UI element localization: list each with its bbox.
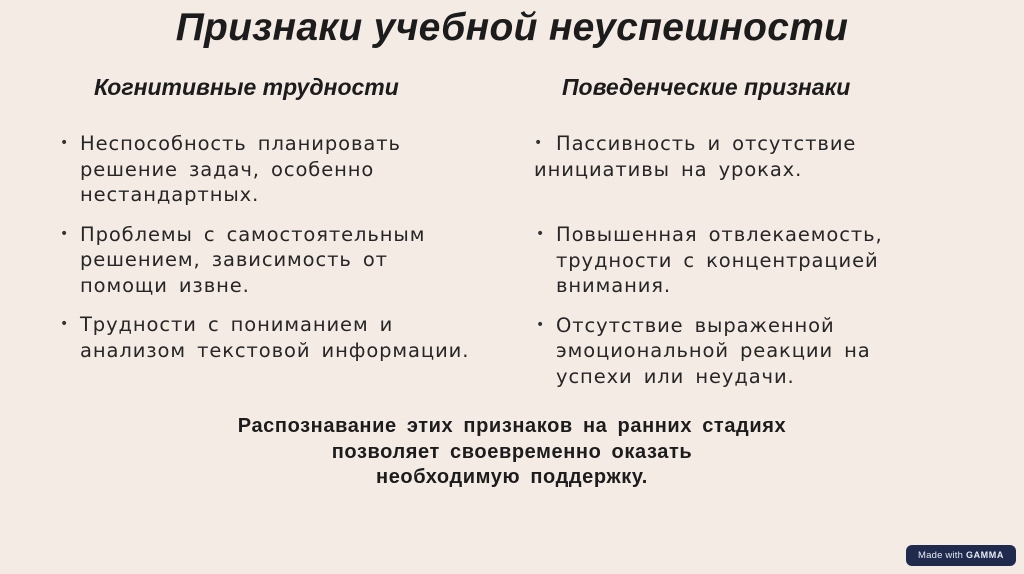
conclusion-line: необходимую поддержку.	[376, 466, 648, 488]
conclusion-line: Распознавание этих признаков на ранних стадиях	[237, 415, 787, 437]
conclusion-text	[140, 414, 884, 491]
bullet-icon: •	[60, 225, 70, 242]
bullet-icon: •	[60, 316, 70, 332]
list-item-text	[80, 131, 498, 208]
text-line: нестандартных.	[80, 183, 260, 206]
bullet-icon: •	[534, 135, 544, 151]
list-item	[534, 313, 974, 390]
cognitive-heading: Когнитивные трудности	[94, 74, 399, 100]
text-line: Отсутствие выраженной	[556, 313, 835, 337]
text-line: внимания.	[556, 274, 672, 297]
conclusion-line: позволяет своевременно оказать	[331, 440, 693, 463]
bullet-icon: •	[60, 135, 70, 151]
text-line: Повышенная отвлекаемость,	[556, 223, 883, 246]
made-with-gamma-badge[interactable]	[906, 545, 1016, 566]
text-line: помощи извне.	[80, 273, 250, 297]
text-line: Проблемы с самостоятельным	[80, 222, 426, 246]
text-line: решение задач, особенно	[80, 157, 375, 181]
text-line: анализом текстовой информации.	[80, 338, 470, 362]
list-item	[58, 222, 498, 299]
bullet-icon: •	[536, 226, 546, 242]
list-item-text	[80, 222, 498, 299]
list-item-text	[80, 312, 498, 363]
slide-title: Признаки учебной неуспешности	[175, 6, 849, 49]
gamma-logo: GAMMA	[965, 550, 1004, 560]
badge-prefix: Made with	[918, 550, 964, 561]
bullet-icon: •	[536, 316, 546, 333]
behavioral-heading: Поведенческие признаки	[562, 74, 851, 100]
list-item	[534, 131, 974, 182]
text-line: Трудности с пониманием и	[80, 313, 394, 336]
text-line: решением, зависимость от	[80, 248, 388, 271]
list-item-text	[556, 313, 974, 390]
list-item-text	[556, 222, 974, 299]
text-line: трудности с концентрацией	[556, 248, 879, 272]
text-line: Пассивность и отсутствие	[556, 132, 857, 155]
list-item	[58, 131, 498, 208]
list-item	[58, 312, 498, 363]
list-item-text	[534, 131, 974, 182]
text-line: инициативы на уроках.	[534, 157, 803, 181]
text-line: успехи или неудачи.	[556, 364, 795, 388]
text-line: Неспособность планировать	[80, 132, 401, 155]
list-item	[534, 222, 974, 299]
cognitive-list	[58, 131, 498, 377]
text-line: эмоциональной реакции на	[556, 339, 871, 362]
behavioral-list	[534, 131, 974, 403]
